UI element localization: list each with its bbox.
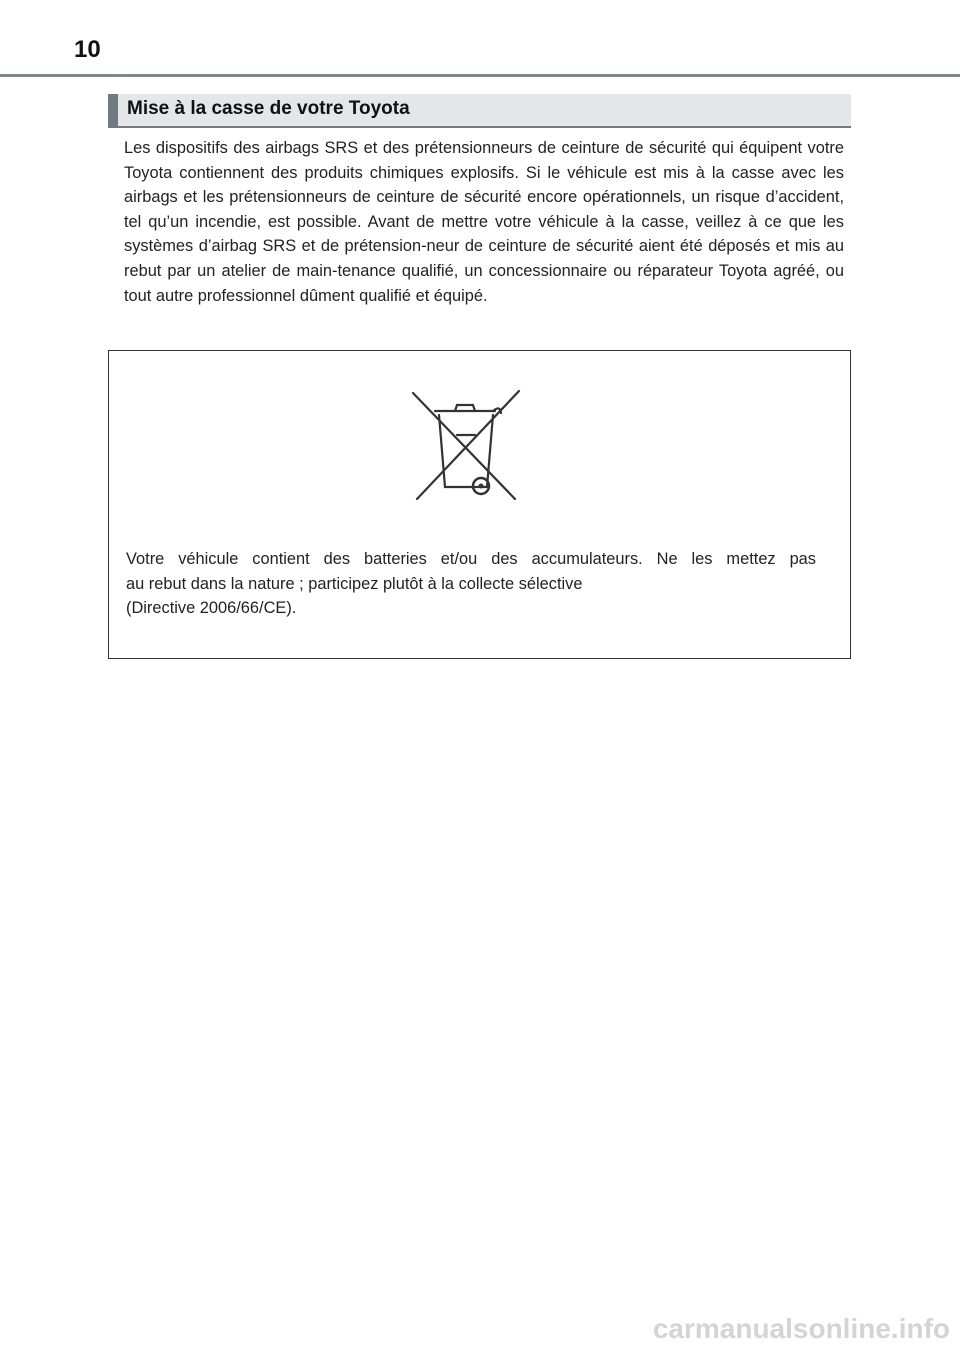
page-number: 10 [74,36,101,63]
watermark: carmanualsonline.info [652,1313,950,1344]
notice-line: au rebut dans la nature ; participez plutôt à la collecte sélective [126,574,583,593]
crossed-out-wheelie-bin-icon [405,387,525,507]
notice-line: (Directive 2006/66/CE). [126,599,297,618]
header-divider [0,74,960,77]
section-paragraph: Les dispositifs des airbags SRS et des prétensionneurs de ceinture de sécurité qui équipent votre Toyota contiennent des produits chimiques explosifs. Si le véhicule est mis à la casse avec les airbags et les prétensionneurs de ceinture de sécurité encore opérationnels, un risque d’accident, tel qu’un incendie, est possible. Avant de mettre votre véhicule à la casse, veillez à ce que les systèmes d’airbag SRS et de prétension-neur de ceinture de sécurité aient été déposés et mis au rebut par un atelier de main-tenance qualifié, un concessionnaire ou réparateur Toyota agréé, ou tout autre professionnel dûment qualifié et équipé. [124,139,844,305]
notice-text [126,547,816,621]
section-header-accent-bar [108,94,118,126]
battery-disposal-notice [108,350,851,659]
section-header [108,94,851,128]
notice-line: Votre véhicule contient des batteries et/ou des accumulateurs. Ne les mettez pas [126,550,816,568]
section-title: Mise à la casse de votre Toyota [127,98,410,119]
